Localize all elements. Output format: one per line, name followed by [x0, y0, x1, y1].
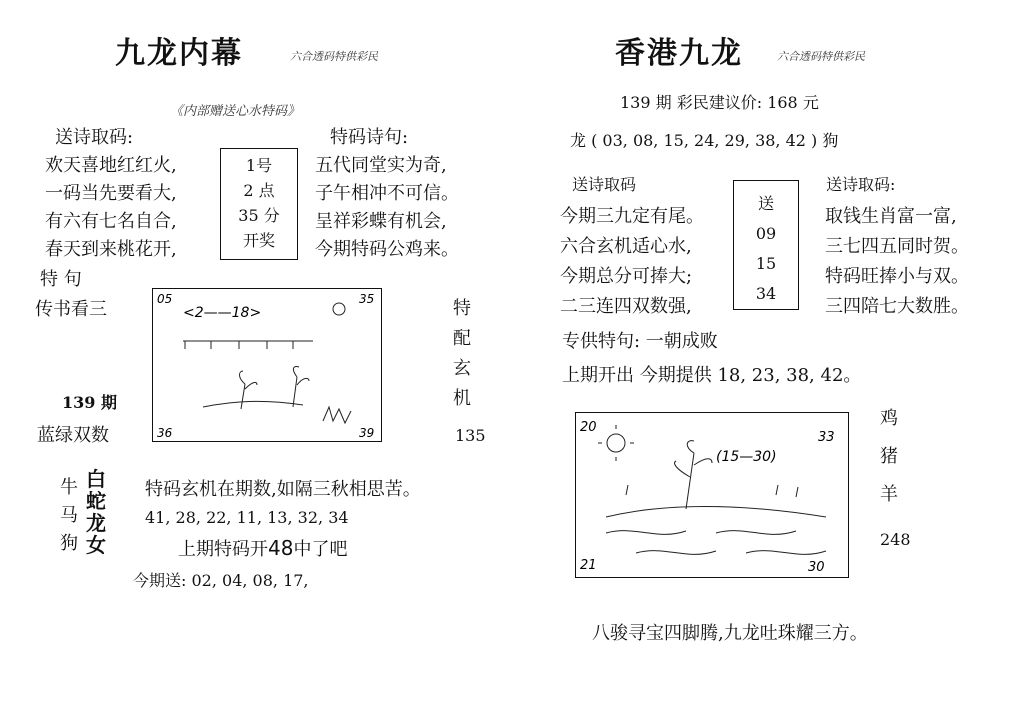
number-range: (15—30) [716, 449, 777, 465]
left-special-label: 特 句 [40, 269, 82, 290]
poem-line: 欢天喜地红红火, [45, 155, 177, 176]
left-line-2: 41, 28, 22, 11, 13, 32, 34 [145, 508, 349, 527]
corner-number: 20 [580, 420, 597, 435]
left-side-number: 135 [455, 426, 486, 445]
right-poem-right [825, 202, 969, 322]
left-poem-header-right: 特码诗句: [330, 127, 409, 148]
side-char: 猪 [880, 446, 898, 467]
corner-number: 21 [580, 558, 597, 573]
left-line-4: 今期送: 02, 04, 08, 17, [133, 571, 309, 590]
right-title: 香港九龙 [615, 36, 743, 71]
box-line: 2 点 [243, 181, 275, 200]
left-line-1: 特码玄机在期数,如隔三秋相思苦。 [145, 479, 421, 500]
right-subtitle: 六合透码特供彩民 [777, 50, 865, 63]
poem-line: 三四陪七大数胜。 [825, 296, 969, 317]
poem-line: 今期三九定有尾。 [560, 206, 704, 227]
fence-drawing [183, 341, 313, 349]
right-side-number: 248 [880, 530, 911, 549]
side-char: 鸡 [880, 408, 898, 429]
right-hand-drawing [576, 413, 848, 577]
left-period: 139 期 [62, 393, 117, 412]
box-line: 1号 [245, 156, 273, 175]
box-line: 15 [755, 254, 777, 273]
right-poem-header-right: 送诗取码: [826, 175, 896, 194]
left-special-label-2: 传书看三 [35, 299, 107, 320]
right-footer: 八骏寻宝四脚腾,九龙吐珠耀三方。 [592, 623, 868, 644]
corner-number: 30 [808, 560, 825, 575]
left-subtitle: 六合透码特供彩民 [290, 50, 378, 63]
left-internal-note: 《内部赠送心水特码》 [170, 104, 301, 119]
plant-drawing [675, 441, 712, 509]
poem-line: 今期特码公鸡来。 [315, 239, 459, 260]
side-char: 机 [453, 388, 471, 409]
left-line-3 [178, 534, 347, 564]
box-line: 34 [755, 284, 777, 303]
poem-line: 取钱生肖富一富, [825, 206, 957, 227]
corner-number: 35 [359, 292, 375, 306]
brush-char: 蛇 [86, 489, 106, 513]
sun-icon [607, 434, 625, 452]
left-poem-header-left: 送诗取码: [55, 127, 134, 148]
right-dragon-line: 龙 ( 03, 08, 15, 24, 29, 38, 42 ) 狗 [570, 131, 839, 150]
poem-line: 二三连四双数强, [560, 296, 692, 317]
grass-drawing [323, 407, 351, 423]
right-price-line: 139 期 彩民建议价: 168 元 [620, 93, 819, 112]
side-char: 特 [453, 298, 471, 319]
poem-line: 春天到来桃花开, [45, 239, 177, 260]
right-send-box [733, 180, 799, 310]
right-poem-header-left: 送诗取码 [572, 175, 637, 194]
poem-line: 特码旺捧小与双。 [825, 266, 969, 287]
side-char: 羊 [880, 484, 898, 505]
poem-line: 子午相冲不可信。 [315, 183, 459, 204]
corner-number: 39 [359, 426, 375, 440]
left-poem-left [45, 152, 177, 264]
animal-list [60, 474, 78, 558]
left-side-vertical [453, 294, 471, 414]
left-hand-drawing [153, 289, 381, 441]
box-line: 送 [757, 194, 774, 213]
number-range: <2——18> [183, 305, 262, 321]
brush-char: 女 [86, 533, 106, 557]
sun-icon [333, 303, 345, 315]
poem-line: 一码当先要看大, [45, 183, 177, 204]
left-picture-box [152, 288, 382, 442]
animal: 牛 [60, 477, 78, 498]
left-title: 九龙内幕 [115, 36, 243, 71]
brush-characters [86, 468, 106, 556]
right-special: 专供特句: 一朝成败 [562, 331, 718, 352]
box-line: 35 分 [238, 206, 280, 225]
right-last-period: 上期开出 今期提供 18, 23, 38, 42。 [562, 365, 862, 386]
right-poem-left [560, 202, 704, 322]
box-line: 09 [755, 224, 777, 243]
left-poem-right [315, 152, 459, 264]
left-color-hint: 蓝绿双数 [37, 425, 109, 446]
brush-char: 龙 [86, 511, 106, 535]
plant-drawing [240, 366, 310, 409]
line3-prefix: 上期特码开 [178, 539, 268, 560]
side-char: 玄 [453, 358, 471, 379]
side-char: 配 [453, 328, 471, 349]
box-line: 开奖 [242, 231, 275, 250]
corner-number: 05 [157, 292, 173, 306]
animal: 狗 [60, 533, 78, 554]
poem-line: 六合玄机适心水, [560, 236, 692, 257]
poem-line: 五代同堂实为奇, [315, 155, 447, 176]
right-picture-box [575, 412, 849, 578]
poem-line: 今期总分可捧大; [560, 266, 693, 287]
water-drawing [606, 531, 826, 555]
poem-line: 呈祥彩蝶有机会, [315, 211, 447, 232]
grass-drawing [626, 485, 798, 497]
poem-line: 三七四五同时贺。 [825, 236, 969, 257]
right-side-vertical [880, 400, 898, 514]
brush-char: 白 [86, 467, 106, 491]
left-draw-time-box [220, 148, 298, 260]
corner-number: 36 [157, 426, 173, 440]
hill-drawing [606, 506, 826, 517]
line3-suffix: 中了吧 [293, 539, 348, 560]
animal: 马 [60, 505, 78, 526]
line3-number: 48 [268, 536, 294, 560]
corner-number: 33 [818, 430, 835, 445]
poem-line: 有六有七名自合, [45, 211, 177, 232]
